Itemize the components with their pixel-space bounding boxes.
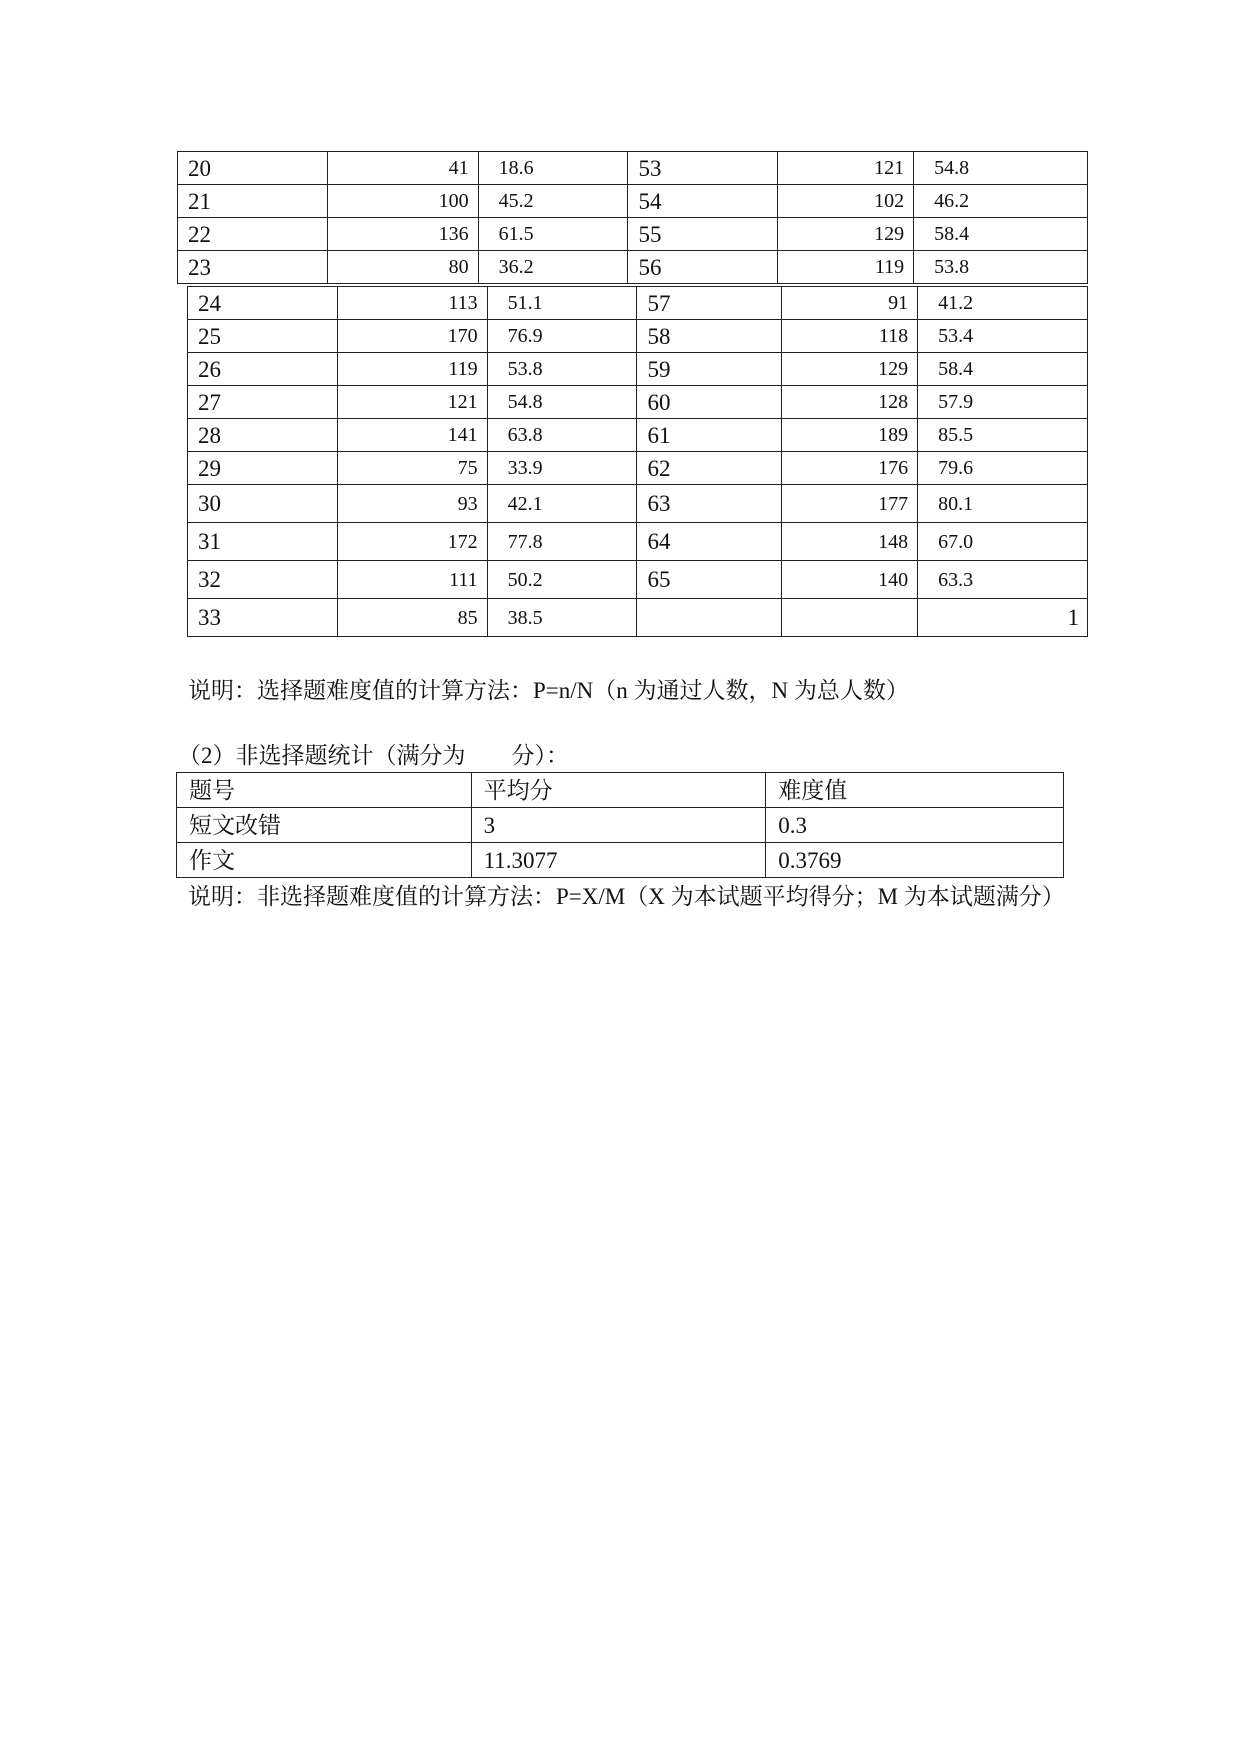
cell-difficulty: 76.9 [487,320,637,353]
cell-question-no: 20 [178,152,328,185]
table-row [178,152,1088,185]
table-row [177,808,1064,843]
cell-question-no: 26 [188,353,338,386]
choice-stats-table-lower [187,286,1088,637]
cell-difficulty: 80.1 [918,485,1088,523]
cell-question-no: 30 [188,485,338,523]
cell-pass-count: 176 [782,452,918,485]
cell-question-no: 22 [178,218,328,251]
cell-difficulty: 63.3 [918,561,1088,599]
cell-pass-count: 129 [778,218,914,251]
cell-pass-count: 100 [327,185,478,218]
choice-stats-table-upper [177,151,1088,284]
cell-pass-count: 140 [782,561,918,599]
cell-difficulty: 53.8 [487,353,637,386]
cell-question-no: 29 [188,452,338,485]
cell-difficulty: 33.9 [487,452,637,485]
table-header-row [177,773,1064,808]
cell-pass-count: 102 [778,185,914,218]
cell-pass-count: 119 [337,353,487,386]
table-row [188,485,1088,523]
choice-stats-upper-body [178,152,1088,284]
cell-pass-count: 129 [782,353,918,386]
cell-question-no: 60 [637,386,782,419]
cell-question-no: 62 [637,452,782,485]
cell-pass-count: 80 [327,251,478,284]
table-row [188,287,1088,320]
cell-pass-count: 41 [327,152,478,185]
cell-question-no: 54 [628,185,778,218]
cell-question-no: 21 [178,185,328,218]
cell-question-no: 27 [188,386,338,419]
cell-difficulty: 46.2 [914,185,1088,218]
cell-pass-count: 119 [778,251,914,284]
cell-question-no: 57 [637,287,782,320]
cell-difficulty: 79.6 [918,452,1088,485]
cell-difficulty: 50.2 [487,561,637,599]
cell-pass-count: 136 [327,218,478,251]
header-difficulty: 难度值 [766,773,1064,808]
cell-pass-count: 121 [778,152,914,185]
cell-pass-count: 189 [782,419,918,452]
header-average-score: 平均分 [471,773,766,808]
cell-question: 短文改错 [177,808,472,843]
section-subtitle-nonchoice: （2）非选择题统计（满分为 分）： [178,743,569,768]
cell-question-no: 33 [188,599,338,637]
cell-pass-count: 93 [337,485,487,523]
cell-pass-count: 85 [337,599,487,637]
cell-question-no: 61 [637,419,782,452]
table-row [188,599,1088,637]
cell-difficulty: 77.8 [487,523,637,561]
cell-pass-count: 113 [337,287,487,320]
table-row [188,386,1088,419]
cell-question-no: 32 [188,561,338,599]
cell-difficulty: 36.2 [478,251,628,284]
cell-pass-count [782,599,918,637]
cell-difficulty: 54.8 [487,386,637,419]
cell-question-no: 31 [188,523,338,561]
cell-question-no [637,599,782,637]
cell-pass-count: 121 [337,386,487,419]
cell-difficulty: 51.1 [487,287,637,320]
cell-question-no: 63 [637,485,782,523]
nonchoice-difficulty-note: 说明：非选择题难度值的计算方法：P=X/M（X 为本试题平均得分；M 为本试题满分） [188,884,1065,909]
cell-question-no: 56 [628,251,778,284]
cell-average: 11.3077 [471,843,766,878]
cell-question-no: 53 [628,152,778,185]
cell-difficulty: 58.4 [918,353,1088,386]
table-row [177,843,1064,878]
cell-difficulty: 0.3769 [766,843,1064,878]
cell-question-no: 64 [637,523,782,561]
cell-pass-count: 111 [337,561,487,599]
cell-difficulty: 67.0 [918,523,1088,561]
cell-question-no: 28 [188,419,338,452]
table-row [188,452,1088,485]
cell-question-no: 65 [637,561,782,599]
cell-difficulty: 45.2 [478,185,628,218]
cell-question-no: 24 [188,287,338,320]
cell-difficulty: 53.8 [914,251,1088,284]
cell-question-no: 58 [637,320,782,353]
table-row [188,561,1088,599]
cell-difficulty: 18.6 [478,152,628,185]
cell-difficulty: 42.1 [487,485,637,523]
cell-pass-count: 172 [337,523,487,561]
cell-pass-count: 141 [337,419,487,452]
table-row [188,353,1088,386]
cell-difficulty: 0.3 [766,808,1064,843]
cell-difficulty: 38.5 [487,599,637,637]
cell-difficulty: 41.2 [918,287,1088,320]
table-row [178,251,1088,284]
cell-question: 作文 [177,843,472,878]
cell-pass-count: 177 [782,485,918,523]
cell-pass-count: 75 [337,452,487,485]
table-row [188,320,1088,353]
nonchoice-stats-table [176,772,1064,878]
choice-difficulty-note: 说明：选择题难度值的计算方法：P=n/N（n 为通过人数，N 为总人数） [188,678,909,703]
cell-question-no: 25 [188,320,338,353]
cell-pass-count: 91 [782,287,918,320]
cell-question-no: 55 [628,218,778,251]
cell-pass-count: 118 [782,320,918,353]
cell-difficulty: 54.8 [914,152,1088,185]
cell-difficulty: 63.8 [487,419,637,452]
cell-difficulty: 58.4 [914,218,1088,251]
cell-question-no: 23 [178,251,328,284]
table-row [178,185,1088,218]
cell-pass-count: 128 [782,386,918,419]
choice-stats-lower-body [188,287,1088,637]
table-row [188,523,1088,561]
cell-difficulty: 53.4 [918,320,1088,353]
cell-difficulty: 61.5 [478,218,628,251]
cell-pass-count: 170 [337,320,487,353]
cell-difficulty: 57.9 [918,386,1088,419]
cell-average: 3 [471,808,766,843]
header-question-no: 题号 [177,773,472,808]
cell-question-no: 59 [637,353,782,386]
table-row [188,419,1088,452]
cell-difficulty: 1 [918,599,1088,637]
table-row [178,218,1088,251]
cell-pass-count: 148 [782,523,918,561]
cell-difficulty: 85.5 [918,419,1088,452]
